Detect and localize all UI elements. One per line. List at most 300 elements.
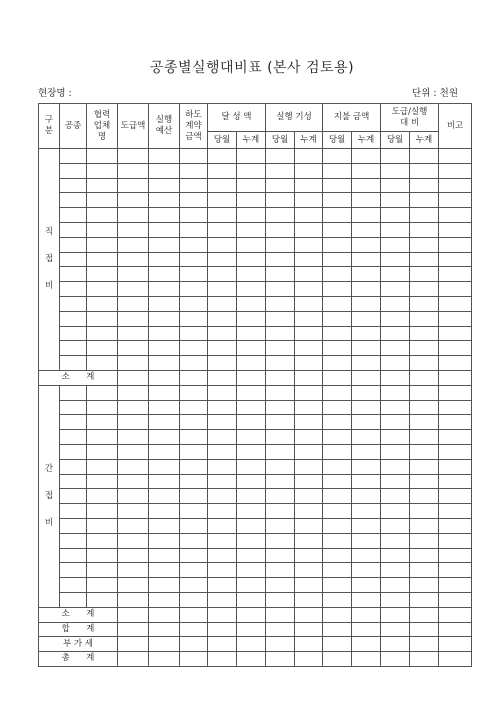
table-cell[interactable] bbox=[60, 592, 87, 607]
table-cell[interactable] bbox=[381, 149, 410, 164]
table-cell[interactable] bbox=[352, 444, 381, 459]
table-cell[interactable] bbox=[87, 578, 118, 593]
table-cell[interactable] bbox=[60, 178, 87, 193]
table-cell[interactable] bbox=[410, 533, 439, 548]
table-cell[interactable] bbox=[352, 533, 381, 548]
table-cell[interactable] bbox=[295, 208, 323, 223]
table-cell[interactable] bbox=[410, 637, 439, 652]
table-cell[interactable] bbox=[439, 385, 472, 400]
table-cell[interactable] bbox=[410, 341, 439, 356]
table-cell[interactable] bbox=[295, 489, 323, 504]
table-cell[interactable] bbox=[118, 282, 149, 297]
table-cell[interactable] bbox=[381, 282, 410, 297]
table-cell[interactable] bbox=[266, 459, 295, 474]
table-cell[interactable] bbox=[60, 430, 87, 445]
table-cell[interactable] bbox=[381, 607, 410, 622]
table-cell[interactable] bbox=[208, 459, 237, 474]
table-cell[interactable] bbox=[410, 563, 439, 578]
table-cell[interactable] bbox=[87, 533, 118, 548]
table-cell[interactable] bbox=[208, 622, 237, 637]
table-cell[interactable] bbox=[60, 400, 87, 415]
table-cell[interactable] bbox=[60, 489, 87, 504]
table-cell[interactable] bbox=[208, 163, 237, 178]
table-cell[interactable] bbox=[60, 415, 87, 430]
table-cell[interactable] bbox=[118, 326, 149, 341]
table-cell[interactable] bbox=[410, 607, 439, 622]
table-cell[interactable] bbox=[323, 178, 352, 193]
table-cell[interactable] bbox=[149, 400, 180, 415]
table-cell[interactable] bbox=[352, 548, 381, 563]
table-cell[interactable] bbox=[237, 622, 266, 637]
table-cell[interactable] bbox=[323, 237, 352, 252]
table-cell[interactable] bbox=[237, 400, 266, 415]
table-cell[interactable] bbox=[439, 548, 472, 563]
table-cell[interactable] bbox=[266, 326, 295, 341]
table-cell[interactable] bbox=[381, 385, 410, 400]
table-cell[interactable] bbox=[118, 311, 149, 326]
table-cell[interactable] bbox=[352, 326, 381, 341]
table-cell[interactable] bbox=[266, 385, 295, 400]
table-cell[interactable] bbox=[439, 415, 472, 430]
table-cell[interactable] bbox=[410, 474, 439, 489]
table-cell[interactable] bbox=[410, 400, 439, 415]
table-cell[interactable] bbox=[439, 622, 472, 637]
table-cell[interactable] bbox=[352, 237, 381, 252]
table-cell[interactable] bbox=[180, 237, 208, 252]
table-cell[interactable] bbox=[439, 607, 472, 622]
table-cell[interactable] bbox=[180, 400, 208, 415]
table-cell[interactable] bbox=[439, 533, 472, 548]
table-cell[interactable] bbox=[352, 311, 381, 326]
table-cell[interactable] bbox=[87, 548, 118, 563]
table-cell[interactable] bbox=[439, 178, 472, 193]
table-cell[interactable] bbox=[60, 282, 87, 297]
table-cell[interactable] bbox=[352, 252, 381, 267]
table-cell[interactable] bbox=[295, 237, 323, 252]
table-cell[interactable] bbox=[323, 311, 352, 326]
table-cell[interactable] bbox=[237, 193, 266, 208]
table-cell[interactable] bbox=[118, 385, 149, 400]
table-cell[interactable] bbox=[439, 267, 472, 282]
table-cell[interactable] bbox=[323, 578, 352, 593]
table-cell[interactable] bbox=[266, 400, 295, 415]
table-cell[interactable] bbox=[323, 652, 352, 667]
table-cell[interactable] bbox=[208, 400, 237, 415]
table-cell[interactable] bbox=[381, 400, 410, 415]
table-cell[interactable] bbox=[149, 222, 180, 237]
table-cell[interactable] bbox=[237, 415, 266, 430]
table-cell[interactable] bbox=[295, 163, 323, 178]
table-cell[interactable] bbox=[208, 296, 237, 311]
table-cell[interactable] bbox=[237, 652, 266, 667]
table-cell[interactable] bbox=[295, 652, 323, 667]
table-cell[interactable] bbox=[118, 548, 149, 563]
table-cell[interactable] bbox=[149, 252, 180, 267]
table-cell[interactable] bbox=[180, 592, 208, 607]
table-cell[interactable] bbox=[352, 282, 381, 297]
table-cell[interactable] bbox=[295, 282, 323, 297]
table-cell[interactable] bbox=[149, 356, 180, 371]
table-cell[interactable] bbox=[323, 252, 352, 267]
table-cell[interactable] bbox=[60, 548, 87, 563]
table-cell[interactable] bbox=[118, 578, 149, 593]
table-cell[interactable] bbox=[381, 356, 410, 371]
table-cell[interactable] bbox=[439, 222, 472, 237]
table-cell[interactable] bbox=[323, 208, 352, 223]
table-cell[interactable] bbox=[180, 193, 208, 208]
table-cell[interactable] bbox=[381, 415, 410, 430]
table-cell[interactable] bbox=[208, 370, 237, 385]
table-cell[interactable] bbox=[87, 356, 118, 371]
table-cell[interactable] bbox=[323, 637, 352, 652]
table-cell[interactable] bbox=[381, 504, 410, 519]
table-cell[interactable] bbox=[352, 459, 381, 474]
table-cell[interactable] bbox=[118, 208, 149, 223]
table-cell[interactable] bbox=[87, 385, 118, 400]
table-cell[interactable] bbox=[295, 149, 323, 164]
table-cell[interactable] bbox=[323, 459, 352, 474]
table-cell[interactable] bbox=[352, 578, 381, 593]
table-cell[interactable] bbox=[149, 163, 180, 178]
table-cell[interactable] bbox=[118, 400, 149, 415]
table-cell[interactable] bbox=[60, 533, 87, 548]
table-cell[interactable] bbox=[323, 296, 352, 311]
table-cell[interactable] bbox=[439, 652, 472, 667]
table-cell[interactable] bbox=[149, 370, 180, 385]
table-cell[interactable] bbox=[266, 415, 295, 430]
table-cell[interactable] bbox=[60, 459, 87, 474]
table-cell[interactable] bbox=[87, 267, 118, 282]
table-cell[interactable] bbox=[237, 267, 266, 282]
table-cell[interactable] bbox=[87, 163, 118, 178]
table-cell[interactable] bbox=[149, 489, 180, 504]
table-cell[interactable] bbox=[118, 193, 149, 208]
table-cell[interactable] bbox=[60, 163, 87, 178]
table-cell[interactable] bbox=[410, 504, 439, 519]
table-cell[interactable] bbox=[208, 489, 237, 504]
table-cell[interactable] bbox=[237, 504, 266, 519]
table-cell[interactable] bbox=[149, 296, 180, 311]
table-cell[interactable] bbox=[381, 563, 410, 578]
table-cell[interactable] bbox=[118, 296, 149, 311]
table-cell[interactable] bbox=[439, 356, 472, 371]
table-cell[interactable] bbox=[60, 518, 87, 533]
table-cell[interactable] bbox=[295, 178, 323, 193]
table-cell[interactable] bbox=[323, 400, 352, 415]
table-cell[interactable] bbox=[266, 370, 295, 385]
table-cell[interactable] bbox=[149, 474, 180, 489]
table-cell[interactable] bbox=[381, 592, 410, 607]
table-cell[interactable] bbox=[352, 356, 381, 371]
table-cell[interactable] bbox=[381, 474, 410, 489]
table-cell[interactable] bbox=[60, 341, 87, 356]
table-cell[interactable] bbox=[352, 341, 381, 356]
table-cell[interactable] bbox=[295, 193, 323, 208]
table-cell[interactable] bbox=[60, 356, 87, 371]
table-cell[interactable] bbox=[439, 518, 472, 533]
table-cell[interactable] bbox=[439, 149, 472, 164]
table-cell[interactable] bbox=[381, 341, 410, 356]
table-cell[interactable] bbox=[381, 444, 410, 459]
table-cell[interactable] bbox=[118, 474, 149, 489]
table-cell[interactable] bbox=[352, 607, 381, 622]
table-cell[interactable] bbox=[295, 385, 323, 400]
table-cell[interactable] bbox=[352, 637, 381, 652]
table-cell[interactable] bbox=[381, 193, 410, 208]
table-cell[interactable] bbox=[149, 637, 180, 652]
table-cell[interactable] bbox=[323, 163, 352, 178]
table-cell[interactable] bbox=[439, 252, 472, 267]
table-cell[interactable] bbox=[295, 326, 323, 341]
table-cell[interactable] bbox=[323, 267, 352, 282]
table-cell[interactable] bbox=[295, 563, 323, 578]
table-cell[interactable] bbox=[180, 504, 208, 519]
table-cell[interactable] bbox=[323, 548, 352, 563]
table-cell[interactable] bbox=[237, 563, 266, 578]
table-cell[interactable] bbox=[118, 504, 149, 519]
table-cell[interactable] bbox=[208, 341, 237, 356]
table-cell[interactable] bbox=[87, 444, 118, 459]
table-cell[interactable] bbox=[208, 267, 237, 282]
table-cell[interactable] bbox=[410, 622, 439, 637]
table-cell[interactable] bbox=[381, 237, 410, 252]
table-cell[interactable] bbox=[266, 548, 295, 563]
table-cell[interactable] bbox=[237, 237, 266, 252]
table-cell[interactable] bbox=[323, 622, 352, 637]
table-cell[interactable] bbox=[439, 163, 472, 178]
table-cell[interactable] bbox=[295, 474, 323, 489]
table-cell[interactable] bbox=[266, 444, 295, 459]
table-cell[interactable] bbox=[352, 296, 381, 311]
table-cell[interactable] bbox=[237, 163, 266, 178]
table-cell[interactable] bbox=[352, 385, 381, 400]
table-cell[interactable] bbox=[208, 548, 237, 563]
table-cell[interactable] bbox=[439, 474, 472, 489]
table-cell[interactable] bbox=[323, 282, 352, 297]
table-cell[interactable] bbox=[60, 149, 87, 164]
table-cell[interactable] bbox=[118, 622, 149, 637]
table-cell[interactable] bbox=[266, 222, 295, 237]
table-cell[interactable] bbox=[410, 548, 439, 563]
table-cell[interactable] bbox=[87, 311, 118, 326]
table-cell[interactable] bbox=[237, 592, 266, 607]
table-cell[interactable] bbox=[323, 149, 352, 164]
table-cell[interactable] bbox=[323, 607, 352, 622]
table-cell[interactable] bbox=[149, 178, 180, 193]
table-cell[interactable] bbox=[149, 415, 180, 430]
table-cell[interactable] bbox=[149, 548, 180, 563]
table-cell[interactable] bbox=[118, 459, 149, 474]
table-cell[interactable] bbox=[87, 149, 118, 164]
table-cell[interactable] bbox=[208, 533, 237, 548]
table-cell[interactable] bbox=[208, 237, 237, 252]
table-cell[interactable] bbox=[118, 489, 149, 504]
table-cell[interactable] bbox=[352, 622, 381, 637]
table-cell[interactable] bbox=[237, 370, 266, 385]
table-cell[interactable] bbox=[266, 607, 295, 622]
table-cell[interactable] bbox=[266, 578, 295, 593]
table-cell[interactable] bbox=[149, 592, 180, 607]
table-cell[interactable] bbox=[266, 474, 295, 489]
table-cell[interactable] bbox=[266, 296, 295, 311]
table-cell[interactable] bbox=[439, 637, 472, 652]
table-cell[interactable] bbox=[180, 459, 208, 474]
table-cell[interactable] bbox=[60, 193, 87, 208]
table-cell[interactable] bbox=[381, 296, 410, 311]
table-cell[interactable] bbox=[208, 504, 237, 519]
table-cell[interactable] bbox=[352, 652, 381, 667]
table-cell[interactable] bbox=[381, 548, 410, 563]
table-cell[interactable] bbox=[410, 222, 439, 237]
table-cell[interactable] bbox=[149, 311, 180, 326]
table-cell[interactable] bbox=[323, 504, 352, 519]
table-cell[interactable] bbox=[381, 637, 410, 652]
table-cell[interactable] bbox=[87, 563, 118, 578]
table-cell[interactable] bbox=[208, 637, 237, 652]
table-cell[interactable] bbox=[266, 149, 295, 164]
table-cell[interactable] bbox=[266, 208, 295, 223]
table-cell[interactable] bbox=[410, 578, 439, 593]
table-cell[interactable] bbox=[266, 311, 295, 326]
table-cell[interactable] bbox=[352, 370, 381, 385]
table-cell[interactable] bbox=[208, 252, 237, 267]
table-cell[interactable] bbox=[87, 341, 118, 356]
table-cell[interactable] bbox=[266, 563, 295, 578]
table-cell[interactable] bbox=[149, 385, 180, 400]
table-cell[interactable] bbox=[266, 237, 295, 252]
table-cell[interactable] bbox=[410, 430, 439, 445]
table-cell[interactable] bbox=[237, 178, 266, 193]
table-cell[interactable] bbox=[381, 518, 410, 533]
table-cell[interactable] bbox=[118, 533, 149, 548]
table-cell[interactable] bbox=[149, 518, 180, 533]
table-cell[interactable] bbox=[266, 592, 295, 607]
table-cell[interactable] bbox=[208, 326, 237, 341]
table-cell[interactable] bbox=[323, 222, 352, 237]
table-cell[interactable] bbox=[237, 533, 266, 548]
table-cell[interactable] bbox=[381, 267, 410, 282]
table-cell[interactable] bbox=[410, 518, 439, 533]
table-cell[interactable] bbox=[237, 578, 266, 593]
table-cell[interactable] bbox=[381, 370, 410, 385]
table-cell[interactable] bbox=[208, 652, 237, 667]
table-cell[interactable] bbox=[352, 149, 381, 164]
table-cell[interactable] bbox=[60, 385, 87, 400]
table-cell[interactable] bbox=[323, 533, 352, 548]
table-cell[interactable] bbox=[323, 341, 352, 356]
table-cell[interactable] bbox=[208, 149, 237, 164]
table-cell[interactable] bbox=[87, 489, 118, 504]
table-cell[interactable] bbox=[410, 237, 439, 252]
table-cell[interactable] bbox=[118, 652, 149, 667]
table-cell[interactable] bbox=[410, 282, 439, 297]
table-cell[interactable] bbox=[439, 578, 472, 593]
table-cell[interactable] bbox=[439, 341, 472, 356]
table-cell[interactable] bbox=[208, 578, 237, 593]
table-cell[interactable] bbox=[323, 518, 352, 533]
table-cell[interactable] bbox=[266, 282, 295, 297]
table-cell[interactable] bbox=[295, 622, 323, 637]
table-cell[interactable] bbox=[180, 415, 208, 430]
table-cell[interactable] bbox=[295, 444, 323, 459]
table-cell[interactable] bbox=[237, 385, 266, 400]
table-cell[interactable] bbox=[295, 400, 323, 415]
table-cell[interactable] bbox=[381, 326, 410, 341]
table-cell[interactable] bbox=[381, 622, 410, 637]
table-cell[interactable] bbox=[118, 222, 149, 237]
table-cell[interactable] bbox=[118, 415, 149, 430]
table-cell[interactable] bbox=[237, 149, 266, 164]
table-cell[interactable] bbox=[352, 592, 381, 607]
table-cell[interactable] bbox=[323, 356, 352, 371]
table-cell[interactable] bbox=[323, 563, 352, 578]
table-cell[interactable] bbox=[295, 533, 323, 548]
table-cell[interactable] bbox=[410, 459, 439, 474]
table-cell[interactable] bbox=[381, 578, 410, 593]
table-cell[interactable] bbox=[295, 430, 323, 445]
table-cell[interactable] bbox=[237, 282, 266, 297]
table-cell[interactable] bbox=[323, 385, 352, 400]
table-cell[interactable] bbox=[237, 311, 266, 326]
table-cell[interactable] bbox=[180, 252, 208, 267]
table-cell[interactable] bbox=[439, 489, 472, 504]
table-cell[interactable] bbox=[352, 489, 381, 504]
table-cell[interactable] bbox=[410, 652, 439, 667]
table-cell[interactable] bbox=[295, 578, 323, 593]
table-cell[interactable] bbox=[149, 267, 180, 282]
table-cell[interactable] bbox=[295, 356, 323, 371]
table-cell[interactable] bbox=[295, 637, 323, 652]
table-cell[interactable] bbox=[60, 208, 87, 223]
table-cell[interactable] bbox=[149, 444, 180, 459]
table-cell[interactable] bbox=[381, 208, 410, 223]
table-cell[interactable] bbox=[149, 208, 180, 223]
table-cell[interactable] bbox=[237, 518, 266, 533]
table-cell[interactable] bbox=[149, 533, 180, 548]
table-cell[interactable] bbox=[410, 252, 439, 267]
table-cell[interactable] bbox=[266, 518, 295, 533]
table-cell[interactable] bbox=[237, 489, 266, 504]
table-cell[interactable] bbox=[439, 430, 472, 445]
table-cell[interactable] bbox=[60, 563, 87, 578]
table-cell[interactable] bbox=[237, 637, 266, 652]
table-cell[interactable] bbox=[118, 178, 149, 193]
table-cell[interactable] bbox=[180, 311, 208, 326]
table-cell[interactable] bbox=[87, 430, 118, 445]
table-cell[interactable] bbox=[439, 311, 472, 326]
table-cell[interactable] bbox=[439, 370, 472, 385]
table-cell[interactable] bbox=[237, 474, 266, 489]
table-cell[interactable] bbox=[208, 592, 237, 607]
table-cell[interactable] bbox=[266, 504, 295, 519]
table-cell[interactable] bbox=[149, 193, 180, 208]
table-cell[interactable] bbox=[87, 222, 118, 237]
table-cell[interactable] bbox=[60, 578, 87, 593]
table-cell[interactable] bbox=[208, 208, 237, 223]
table-cell[interactable] bbox=[295, 592, 323, 607]
table-cell[interactable] bbox=[180, 548, 208, 563]
table-cell[interactable] bbox=[149, 607, 180, 622]
table-cell[interactable] bbox=[180, 326, 208, 341]
table-cell[interactable] bbox=[410, 178, 439, 193]
table-cell[interactable] bbox=[149, 504, 180, 519]
table-cell[interactable] bbox=[381, 178, 410, 193]
table-cell[interactable] bbox=[410, 385, 439, 400]
table-cell[interactable] bbox=[60, 444, 87, 459]
table-cell[interactable] bbox=[149, 282, 180, 297]
table-cell[interactable] bbox=[323, 193, 352, 208]
table-cell[interactable] bbox=[180, 222, 208, 237]
